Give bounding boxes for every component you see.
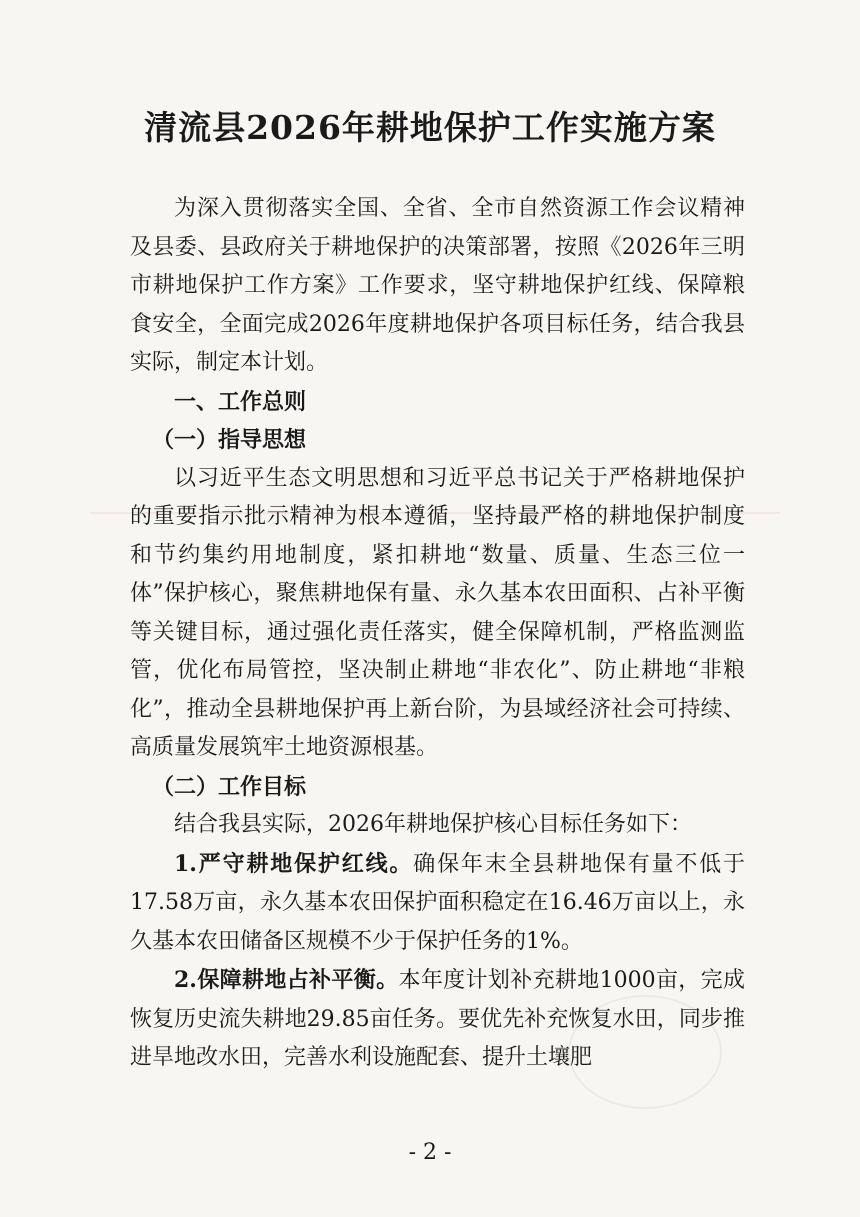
goal-item-2-heading: 2.保障耕地占补平衡。 [174, 967, 399, 993]
goal-item-1 [130, 845, 745, 962]
page-number: - 2 - [408, 1140, 452, 1165]
goal-item-1-heading: 1.严守耕地保护红线。 [174, 850, 414, 877]
goal-item-2-text: 本年度计划补充耕地1000亩，完成恢复历史流失耕地29.85亩任务。要优先补充恢复水田，同步推进旱地改水田，完善水利设施配套、提升土壤肥 [130, 968, 745, 1070]
goal-item-1-text: 确保年末全县耕地保有量不低于17.58万亩，永久基本农田保护面积稳定在16.46万亩以上，永久基本农田储备区规模不少于保护任务的1%。 [130, 851, 745, 954]
subsection-heading-1: （一）指导思想 [152, 427, 307, 453]
intro-paragraph: 为深入贯彻落实全国、全省、全市自然资源工作会议精神及县委、县政府关于耕地保护的决策部署，按照《2026年三明市耕地保护工作方案》工作要求，坚守耕地保护红线、保障粮食安全，全面完成2026年度耕地保护各项目标任务，结合我县实际，制定本计划。 [130, 196, 745, 375]
section-heading-1: 一、工作总则 [174, 388, 307, 415]
goal-item-2 [130, 961, 745, 1078]
document-title: 清流县2026年耕地保护工作实施方案 [144, 108, 716, 147]
guiding-ideology-paragraph: 以习近平生态文明思想和习近平总书记关于严格耕地保护的重要指示批示精神为根本遵循，坚持最严格的耕地保护制度和节约集约用地制度，紧扣耕地“数量、质量、生态三位一体”保护核心，聚焦耕地保有量、永久基本农田面积、占补平衡等关键目标，通过强化责任落实，健全保障机制，严格监测监管，优化布局管控，坚决制止耕地“非农化”、防止耕地“非粮化”，推动全县耕地保护再上新台阶，为县域经济社会可持续、高质量发展筑牢土地资源根基。 [130, 465, 745, 760]
goals-intro-paragraph: 结合我县实际，2026年耕地保护核心目标任务如下： [174, 812, 692, 837]
subsection-heading-2: （二）工作目标 [152, 773, 307, 800]
document-body [130, 190, 745, 1078]
